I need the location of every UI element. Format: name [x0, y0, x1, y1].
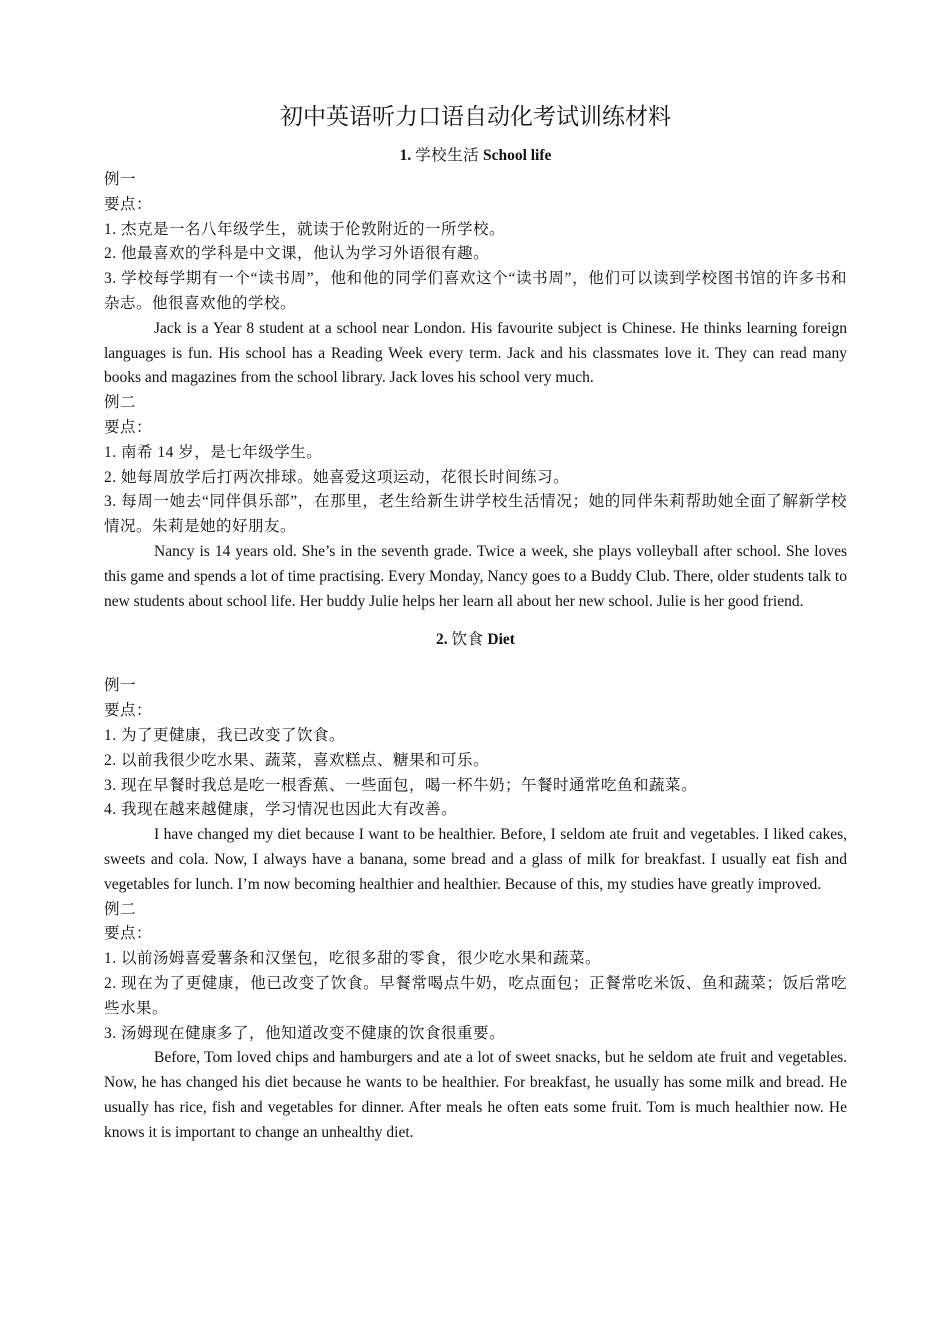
section-number: 2. [436, 631, 448, 649]
example-2 [104, 898, 847, 1146]
point-item: 2. 现在为了更健康，他已改变了饮食。早餐常喝点牛奶，吃点面包；正餐常吃米饭、鱼和蔬菜；饭后常吃些水果。 [104, 974, 847, 1017]
point-item: 3. 汤姆现在健康多了，他知道改变不健康的饮食很重要。 [104, 1024, 506, 1042]
section-title-en: School life [482, 147, 552, 164]
points-label: 要点： [104, 418, 153, 436]
point-item: 1. 杰克是一名八年级学生，就读于伦敦附近的一所学校。 [104, 220, 506, 238]
points-label: 要点： [104, 702, 153, 720]
point-item: 3. 每周一她去“同伴俱乐部”，在那里，老生给新生讲学校生活情况；她的同伴朱莉帮助她全面了解新学校情况。朱莉是她的好朋友。 [104, 493, 847, 536]
example-2 [104, 391, 847, 614]
example-label: 例二 [104, 900, 137, 918]
section-title [104, 144, 847, 168]
point-item: 2. 她每周放学后打两次排球。她喜爱这项运动，花很长时间练习。 [104, 468, 570, 486]
point-item: 3. 现在早餐时我总是吃一根香蕉、一些面包，喝一杯牛奶；午餐时通常吃鱼和蔬菜。 [104, 776, 698, 794]
point-item: 1. 为了更健康，我已改变了饮食。 [104, 726, 346, 744]
section-title-cn: 学校生活 [415, 147, 480, 164]
points-label: 要点： [104, 195, 153, 213]
document-page [104, 100, 847, 1145]
points-label: 要点： [104, 925, 153, 943]
example-1 [104, 168, 847, 391]
example-label: 例一 [104, 677, 137, 695]
point-item: 2. 他最喜欢的学科是中文课，他认为学习外语很有趣。 [104, 245, 490, 263]
english-passage: I have changed my diet because I want to be healthier. Before, I seldom ate fruit and vegetables. I liked cakes, sweets and cola. Now, I always have a banana, some bread and a glass of milk for breakfast. I usually eat fish and vegetables for lunch. I’m now becoming healthier and healthier. Because of this, my studies have greatly improved. [104, 826, 847, 893]
section-number: 1. [399, 147, 412, 164]
point-item: 3. 学校每学期有一个“读书周”，他和他的同学们喜欢这个“读书周”，他们可以读到学校图书馆的许多书和杂志。他很喜欢他的学校。 [104, 270, 847, 312]
section-diet [104, 628, 847, 1145]
english-passage: Before, Tom loved chips and hamburgers and ate a lot of sweet snacks, but he seldom ate fruit and vegetables. Now, he has changed his diet because he wants to be healthier. For breakfast, he usually has some milk and bread. He usually has rice, fish and vegetables for dinner. After meals he often eats some fruit. Tom is much healthier now. He knows it is important to change an unhealthy diet. [104, 1049, 847, 1141]
document-title: 初中英语听力口语自动化考试训练材料 [280, 104, 671, 129]
section-title [104, 628, 847, 652]
point-item: 4. 我现在越来越健康，学习情况也因此大有改善。 [104, 801, 458, 819]
example-1 [104, 674, 847, 897]
section-title-cn: 饮食 [451, 631, 484, 649]
english-passage: Nancy is 14 years old. She’s in the seventh grade. Twice a week, she plays volleyball after school. She loves this game and spends a lot of time practising. Every Monday, Nancy goes to a Buddy Club. There, older students talk to new students about school life. Her buddy Julie helps her learn all about her new school. Julie is her good friend. [104, 542, 847, 610]
english-passage: Jack is a Year 8 student at a school near London. His favourite subject is Chinese. He thinks learning foreign languages is fun. His school has a Reading Week every term. Jack and his classmates love it. They can read many books and magazines from the school library. Jack loves his school very much. [104, 319, 847, 387]
example-label: 例二 [104, 394, 137, 412]
example-label: 例一 [104, 171, 137, 188]
section-school-life [104, 144, 847, 614]
point-item: 1. 南希 14 岁，是七年级学生。 [104, 443, 323, 461]
section-title-en: Diet [487, 631, 515, 649]
point-item: 1. 以前汤姆喜爱薯条和汉堡包，吃很多甜的零食，很少吃水果和蔬菜。 [104, 950, 602, 968]
point-item: 2. 以前我很少吃水果、蔬菜，喜欢糕点、糖果和可乐。 [104, 751, 490, 769]
